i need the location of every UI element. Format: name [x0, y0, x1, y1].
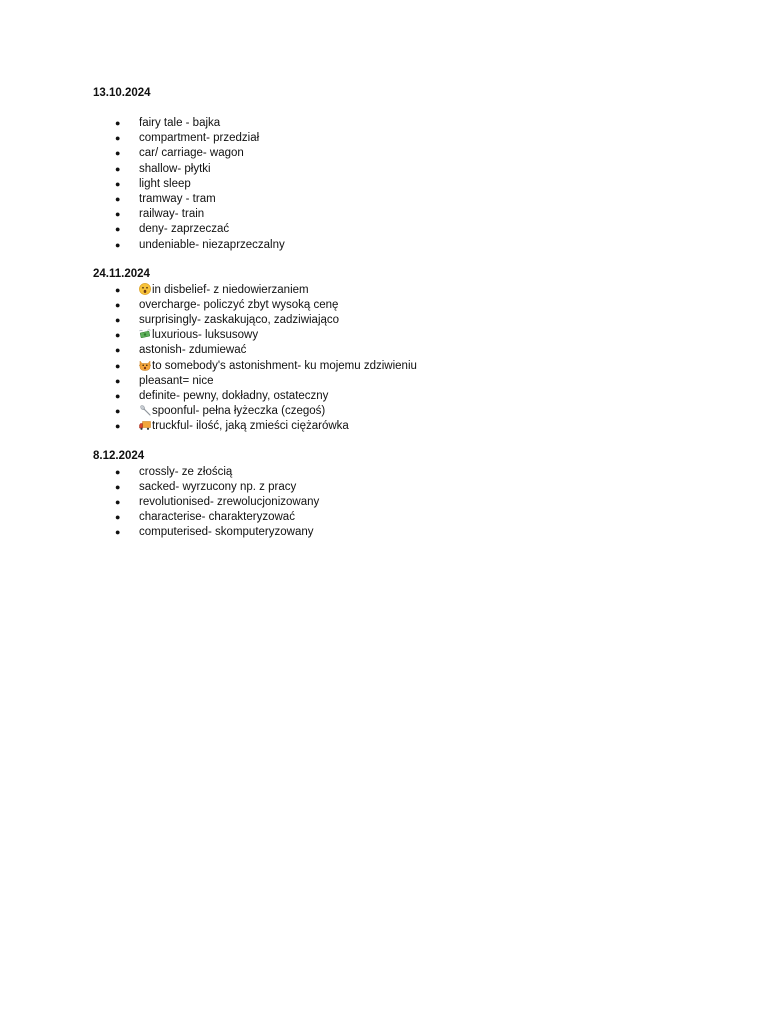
spoon-icon: [139, 404, 151, 416]
astonished-face-icon: [139, 283, 151, 295]
list-item: ● fairy tale - bajka: [93, 116, 733, 131]
vocab-section-3: [93, 449, 733, 541]
list-item: ● definite- pewny, dokładny, ostateczny: [93, 389, 733, 404]
bullet-icon: ●: [115, 481, 121, 492]
list-item: ● deny- zaprzeczać: [93, 222, 733, 237]
vocab-list: [93, 465, 733, 541]
vocab-section-2: [93, 267, 733, 435]
bullet-icon: ●: [115, 284, 121, 295]
list-item: ● undeniable- niezaprzeczalny: [93, 238, 733, 253]
list-item: ● characterise- charakteryzować: [93, 510, 733, 525]
screaming-cat-icon: [139, 359, 151, 371]
list-item: ● to somebody's astonishment- ku mojemu zdziwieniu: [93, 359, 733, 374]
bullet-icon: ●: [115, 406, 121, 417]
list-item: ● revolutionised- zrewolucjonizowany: [93, 495, 733, 510]
list-item: ● light sleep: [93, 177, 733, 192]
vocab-list: [93, 283, 733, 435]
bullet-icon: ●: [115, 133, 121, 144]
bullet-icon: ●: [115, 330, 121, 341]
bullet-icon: ●: [115, 466, 121, 477]
bullet-icon: ●: [115, 163, 121, 174]
list-item: ● overcharge- policzyć zbyt wysoką cenę: [93, 298, 733, 313]
section-date: 24.11.2024: [93, 267, 150, 280]
vocab-list: [93, 116, 733, 253]
list-item: ● in disbelief- z niedowierzaniem: [93, 283, 733, 298]
list-item: ● shallow- płytki: [93, 162, 733, 177]
bullet-icon: ●: [115, 391, 121, 401]
bullet-icon: ●: [115, 512, 121, 523]
list-item: ● railway- train: [93, 207, 733, 222]
bullet-icon: ●: [115, 421, 121, 432]
bullet-icon: ●: [115, 375, 121, 386]
bullet-icon: ●: [115, 118, 121, 128]
bullet-icon: ●: [115, 299, 121, 310]
list-item: ● compartment- przedział: [93, 131, 733, 146]
section-date: 8.12.2024: [93, 449, 145, 462]
bullet-icon: ●: [115, 239, 121, 250]
vocab-section-1: [93, 86, 733, 253]
bullet-icon: ●: [115, 178, 121, 189]
list-item: ● luxurious- luksusowy: [93, 328, 733, 343]
list-item: ● surprisingly- zaskakująco, zadziwiająco: [93, 313, 733, 328]
bullet-icon: ●: [115, 360, 121, 371]
delivery-truck-icon: [139, 419, 151, 431]
list-item: ● truckful- ilość, jaką zmieści ciężarówka: [93, 419, 733, 434]
list-item: ● crossly- ze złością: [93, 465, 733, 480]
list-item: ● pleasant= nice: [93, 374, 733, 389]
bullet-icon: ●: [115, 193, 121, 204]
list-item: ● spoonful- pełna łyżeczka (czegoś): [93, 404, 733, 419]
bullet-icon: ●: [115, 148, 121, 159]
list-item: ● sacked- wyrzucony np. z pracy: [93, 480, 733, 495]
list-item: ● astonish- zdumiewać: [93, 343, 733, 358]
document-page: [93, 86, 733, 541]
list-item: ● tramway - tram: [93, 192, 733, 207]
money-with-wings-icon: [139, 328, 151, 340]
bullet-icon: ●: [115, 527, 121, 538]
bullet-icon: ●: [115, 496, 121, 507]
bullet-icon: ●: [115, 315, 121, 326]
section-date: 13.10.2024: [93, 87, 151, 99]
list-item: ● computerised- skomputeryzowany: [93, 525, 733, 540]
bullet-icon: ●: [115, 209, 121, 220]
bullet-icon: ●: [115, 345, 121, 356]
list-item: ● car/ carriage- wagon: [93, 146, 733, 161]
bullet-icon: ●: [115, 224, 121, 235]
